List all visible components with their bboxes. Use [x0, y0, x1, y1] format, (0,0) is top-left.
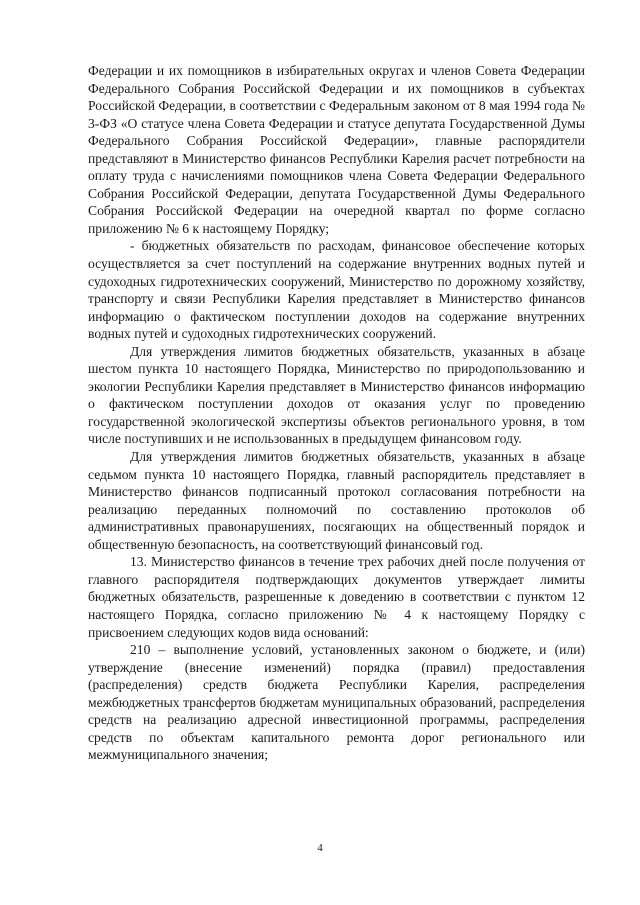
page-number: 4 [317, 842, 323, 854]
paragraph-continuation: Федерации и их помощников в избирательных округах и членов Совета Федерации Федерального Собрания Российской Федерации и их помощников в субъектах Российской Федерации, в соответствии с Федеральным законом от 8 мая 1994 года № 3-ФЗ «О статусе члена Совета Федерации и статусе депутата Государственной Думы Федерального Собрания Российской Федерации», главные распорядители представляют в Министерство финансов Республики Карелия расчет потребности на оплату труда с начислениями помощников члена Совета Федерации Федерального Собрания Российской Федерации, депутата Государственной Думы Федерального Собрания Российской Федерации на очередной квартал по форме согласно приложению № 6 к настоящему Порядку; [88, 63, 585, 236]
paragraph-item-13: 13. Министерство финансов в течение трех рабочих дней после получения от главного распорядителя подтверждающих документов утверждает лимиты бюджетных обязательств, разрешенные к доведению в соответствии с пунктом 12 настоящего Порядка, согласно приложению № 4 к настоящему Порядку с присвоением следующих кодов вида оснований: [88, 554, 585, 640]
paragraph-ecology-limits: Для утверждения лимитов бюджетных обязательств, указанных в абзаце шестом пункта 10 настоящего Порядка, Министерство по природопользованию и экологии Республики Карелия представляет в Министерство финансов информацию о фактическом поступлении доходов от оказания услуг по проведению государственной экологической экспертизы объектов регионального уровня, в том числе поступивших и не использованных в предыдущем финансовом году. [88, 343, 585, 447]
paragraph-waterways-obligations: - бюджетных обязательств по расходам, финансовое обеспечение которых осуществляется за счет поступлений на содержание внутренних водных путей и судоходных гидротехнических сооружений, Министерство по дорожному хозяйству, транспорту и связи Республики Карелия представляет в Министерство финансов информацию о фактическом поступлении доходов на содержание внутренних водных путей и судоходных гидротехнических сооружений. [88, 238, 585, 342]
paragraph-code-210: 210 – выполнение условий, установленных законом о бюджете, и (или) утверждение (внесение изменений) порядка (правил) предоставления (распределения) средств бюджета Республики Карелия, распределения межбюджетных трансфертов бюджетам муниципальных образований, распределения средств на реализацию адресной инвестиционной программы, распределения средств по объектам капитального ремонта дорог регионального или межмуниципального значения; [88, 642, 585, 763]
paragraph-administrative-limits: Для утверждения лимитов бюджетных обязательств, указанных в абзаце седьмом пункта 10 настоящего Порядка, главный распорядитель представляет в Министерство финансов подписанный протокол согласования потребности на реализацию переданных полномочий по составлению протоколов об административных правонарушениях, посягающих на общественный порядок и общественную безопасность, на соответствующий финансовый год. [88, 449, 585, 552]
document-page [88, 62, 585, 764]
